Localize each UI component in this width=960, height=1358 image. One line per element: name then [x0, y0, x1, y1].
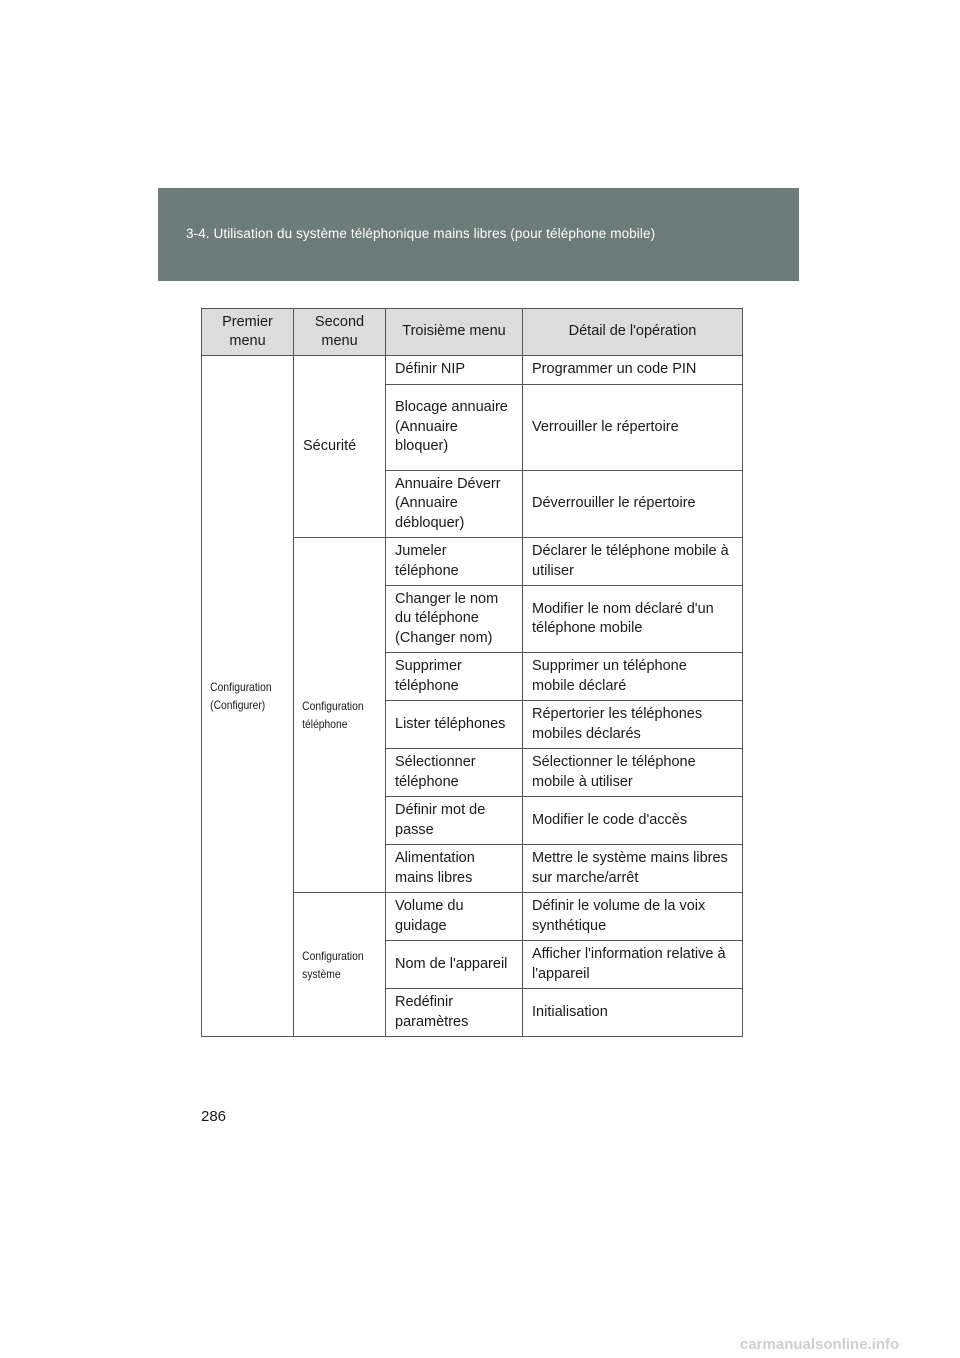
page-number: 286 — [201, 1108, 227, 1125]
detail-cell: Sélectionner le téléphone mobile à utiliser — [523, 749, 743, 797]
third-menu-cell: Nom de l'appareil — [386, 941, 523, 989]
third-menu-cell: Supprimer téléphone — [386, 653, 523, 701]
table-row — [202, 797, 743, 845]
table-row — [202, 893, 743, 941]
third-menu-cell: Changer le nom du téléphone (Changer nom) — [386, 586, 523, 653]
table-row — [202, 701, 743, 749]
second-menu-cell: Configuration système — [294, 893, 373, 1037]
table-row — [202, 586, 743, 653]
detail-cell: Supprimer un téléphone mobile déclaré — [523, 653, 743, 701]
detail-cell: Modifier le nom déclaré d'un téléphone mobile — [523, 586, 743, 653]
detail-cell: Mettre le système mains libres sur marche/arrêt — [523, 845, 743, 893]
second-menu-cell: Sécurité — [294, 356, 386, 538]
second-menu-cell: Configuration téléphone — [294, 538, 373, 893]
third-menu-cell: Volume du guidage — [386, 893, 523, 941]
table-row — [202, 749, 743, 797]
third-menu-cell: Définir mot de passe — [386, 797, 523, 845]
first-menu-cell: Configuration (Configurer) — [202, 356, 281, 1037]
detail-cell: Afficher l'information relative à l'appareil — [523, 941, 743, 989]
header-operation-detail: Détail de l'opération — [523, 309, 743, 356]
detail-cell: Déverrouiller le répertoire — [523, 471, 743, 538]
header-second-menu: Second menu — [294, 309, 386, 356]
detail-cell: Initialisation — [523, 989, 743, 1037]
third-menu-cell: Blocage annuaire (Annuaire bloquer) — [386, 385, 523, 471]
watermark-text: carmanualsonline.info — [740, 1336, 900, 1353]
table-row — [202, 538, 743, 586]
detail-cell: Programmer un code PIN — [523, 356, 743, 385]
third-menu-cell: Définir NIP — [386, 356, 523, 385]
section-title: 3-4. Utilisation du système téléphonique mains libres (pour téléphone mobile) — [186, 226, 656, 241]
detail-cell: Déclarer le téléphone mobile à utiliser — [523, 538, 743, 586]
table-row — [202, 989, 743, 1037]
detail-cell: Définir le volume de la voix synthétique — [523, 893, 743, 941]
detail-cell: Modifier le code d'accès — [523, 797, 743, 845]
table-row — [202, 356, 743, 385]
table-header-row — [202, 309, 743, 356]
third-menu-cell: Annuaire Déverr (Annuaire débloquer) — [386, 471, 523, 538]
table-row — [202, 385, 743, 471]
section-header-band — [158, 188, 799, 281]
third-menu-cell: Redéfinir paramètres — [386, 989, 523, 1037]
detail-cell: Répertorier les téléphones mobiles déclarés — [523, 701, 743, 749]
detail-cell: Verrouiller le répertoire — [523, 385, 743, 471]
third-menu-cell: Jumeler téléphone — [386, 538, 523, 586]
third-menu-cell: Lister téléphones — [386, 701, 523, 749]
table-row — [202, 845, 743, 893]
table-row — [202, 941, 743, 989]
header-third-menu: Troisième menu — [386, 309, 523, 356]
third-menu-cell: Alimentation mains libres — [386, 845, 523, 893]
operations-table — [201, 308, 743, 1037]
table-row — [202, 653, 743, 701]
table-row — [202, 471, 743, 538]
third-menu-cell: Sélectionner téléphone — [386, 749, 523, 797]
header-first-menu: Premier menu — [202, 309, 294, 356]
